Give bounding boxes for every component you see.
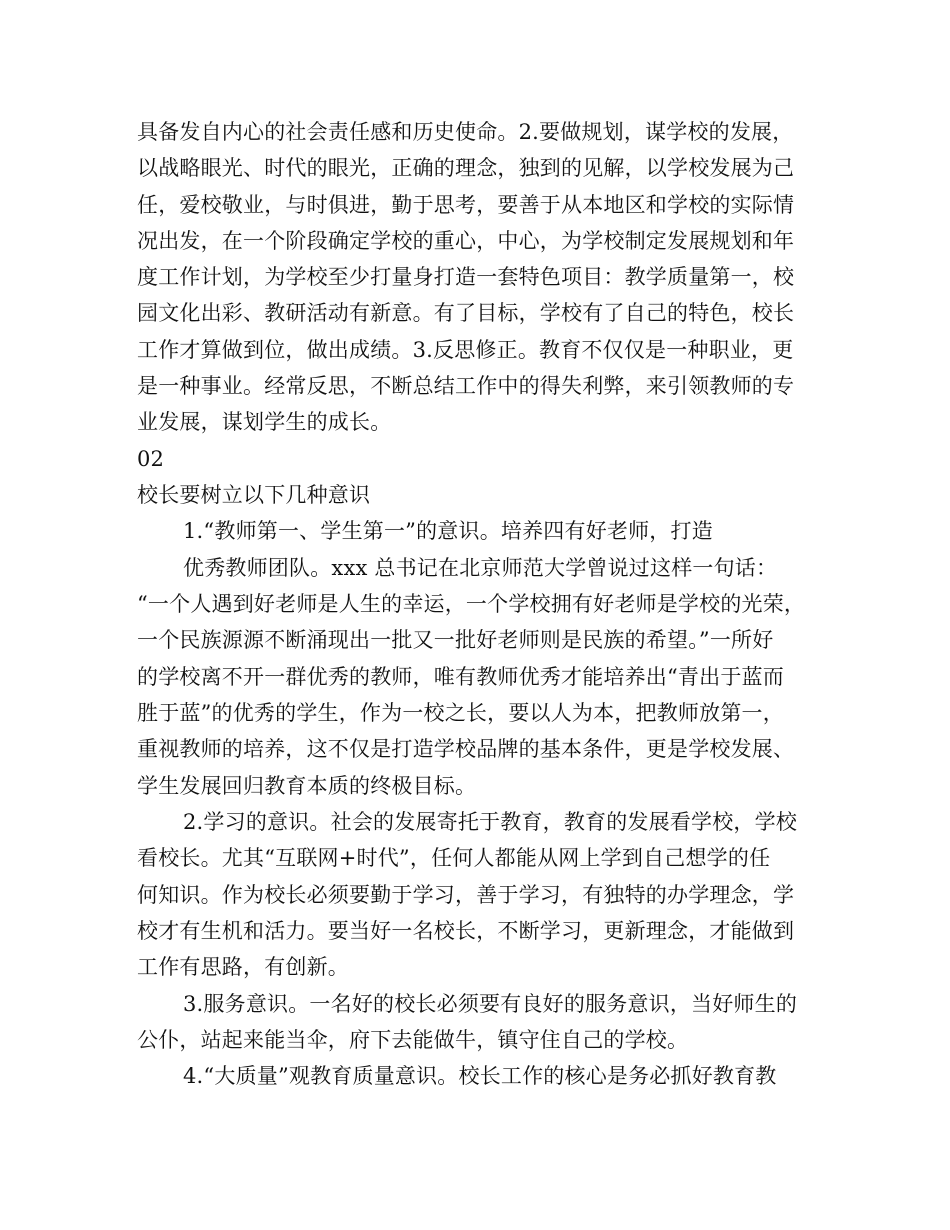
body-text-line: 2.学习的意识。社会的发展寄托于教育，教育的发展看学校，学校 xyxy=(183,810,798,834)
body-text-line: 的学校离不开一群优秀的教师，唯有教师优秀才能培养出“青出于蓝而 xyxy=(137,665,784,689)
body-text-line: 具备发自内心的社会责任感和历史使命。2.要做规划，谋学校的发展， xyxy=(137,120,794,144)
body-text-line: 业发展，谋划学生的成长。 xyxy=(137,410,392,434)
section-number: 02 xyxy=(137,447,165,471)
body-text-line: 看校长。尤其“互联网+时代”，任何人都能从网上学到自己想学的任 xyxy=(137,846,771,870)
body-text-line: 何知识。作为校长必须要勤于学习，善于学习，有独特的办学理念，学 xyxy=(137,883,795,907)
body-text-line: “一个人遇到好老师是人生的幸运，一个学校拥有好老师是学校的光荣， xyxy=(137,592,806,616)
body-text-line: 是一种事业。经常反思，不断总结工作中的得失利弊，来引领教师的专 xyxy=(137,374,795,398)
body-text-line: 1.“教师第一、学生第一”的意识。培养四有好老师，打造 xyxy=(183,519,713,543)
body-text-line: 重视教师的培养，这不仅是打造学校品牌的基本条件，更是学校发展、 xyxy=(137,737,795,761)
body-text-line: 一个民族源源不断涌现出一批又一批好老师则是民族的希望。”一所好 xyxy=(137,628,774,652)
body-text-line: 度工作计划，为学校至少打量身打造一套特色项目：教学质量第一，校 xyxy=(137,265,795,289)
body-text-line: 公仆，站起来能当伞，府下去能做牛，镇守住自己的学校。 xyxy=(137,1028,689,1052)
body-text-line: 校才有生机和活力。要当好一名校长，不断学习，更新理念，才能做到 xyxy=(137,919,795,943)
body-text-line: 以战略眼光、时代的眼光，正确的理念，独到的见解，以学校发展为己 xyxy=(137,156,795,180)
body-text-line: 学生发展回归教育本质的终极目标。 xyxy=(137,774,477,798)
section-heading: 校长要树立以下几种意识 xyxy=(137,483,371,507)
body-text-line: 胜于蓝”的优秀的学生，作为一校之长，要以人为本，把教师放第一， xyxy=(137,701,784,725)
body-text-line: 况出发，在一个阶段确定学校的重心，中心，为学校制定发展规划和年 xyxy=(137,229,795,253)
body-text-line: 4.“大质量”观教育质量意识。校长工作的核心是务必抓好教育教 xyxy=(183,1064,777,1088)
body-text-line: 3.服务意识。一名好的校长必须要有良好的服务意识，当好师生的 xyxy=(183,992,798,1016)
body-text-line: 工作才算做到位，做出成绩。3.反思修正。教育不仅仅是一种职业，更 xyxy=(137,338,794,362)
body-text-line: 优秀教师团队。xxx 总书记在北京师范大学曾说过这样一句话： xyxy=(183,556,778,580)
body-text-line: 任，爱校敬业，与时俱进，勤于思考，要善于从本地区和学校的实际情 xyxy=(137,193,795,217)
body-text-line: 工作有思路，有创新。 xyxy=(137,955,349,979)
body-text-line: 园文化出彩、教研活动有新意。有了目标，学校有了自己的特色，校长 xyxy=(137,301,795,325)
